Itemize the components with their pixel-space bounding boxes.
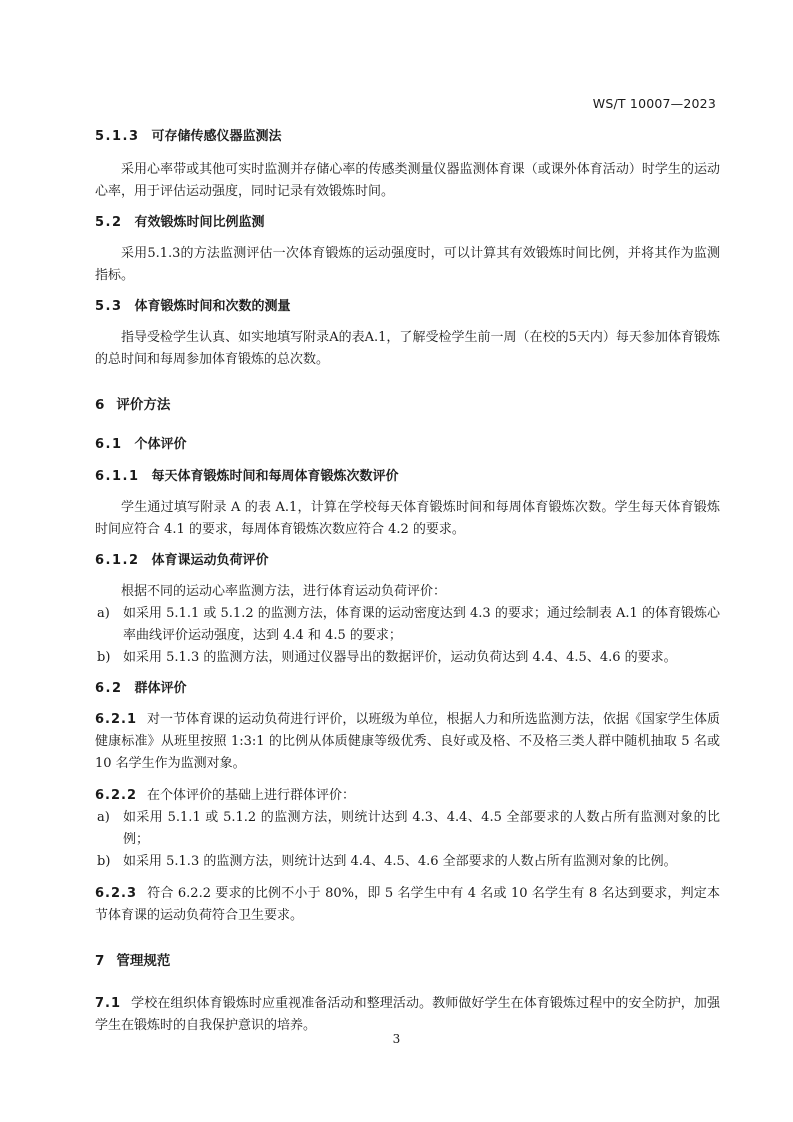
clause-text: 对一节体育课的运动负荷进行评价，以班级为单位，根据人力和所选监测方法，依据《国家学生体质健康标准》从班里按照 1:3:1 的比例从体质健康等级优秀、良好或及格、不及格三类人群中随机抽取 5 名或 10 名学生作为监测对象。 <box>95 712 720 771</box>
page-number: 3 <box>392 1032 401 1046</box>
clause-text: 在个体评价的基础上进行群体评价： <box>147 788 356 803</box>
clause-text: 学校在组织体育锻炼时应重视准备活动和整理活动。教师做好学生在体育锻炼过程中的安全防护，加强学生在锻炼时的自我保护意识的培养。 <box>95 996 720 1033</box>
list-6-2-2 <box>95 807 720 873</box>
paragraph-6-2-2 <box>95 785 720 807</box>
paragraph-6-1-2: 根据不同的运动心率监测方法，进行体育运动负荷评价： <box>121 584 447 599</box>
clause-title: 有效锻炼时间比例监测 <box>134 215 265 230</box>
heading-6-1-1 <box>95 467 720 487</box>
list-6-1-2 <box>95 603 720 669</box>
heading-5-1-3 <box>95 127 720 147</box>
section-number: 7 <box>95 953 105 969</box>
list-item <box>95 647 720 669</box>
clause-number: 6.1 <box>95 437 123 452</box>
clause-title: 体育课运动负荷评价 <box>151 553 269 568</box>
clause-number: 6.2.1 <box>95 712 138 727</box>
clause-title: 个体评价 <box>134 437 187 452</box>
clause-title: 群体评价 <box>134 681 187 696</box>
clause-number: 5.3 <box>95 299 123 314</box>
paragraph-6-2-3 <box>95 883 720 927</box>
clause-number: 6.2.3 <box>95 886 138 901</box>
clause-title: 可存储传感仪器监测法 <box>151 129 282 144</box>
paragraph-6-2-1 <box>95 709 720 775</box>
clause-number: 6.2.2 <box>95 788 138 803</box>
clause-title: 每天体育锻炼时间和每周体育锻炼次数评价 <box>151 469 399 484</box>
section-6-heading <box>95 395 720 415</box>
list-marker: a) <box>97 810 110 825</box>
heading-6-1-2 <box>95 551 720 571</box>
paragraph-5-3: 指导受检学生认真、如实地填写附录A的表A.1，了解受检学生前一周（在校的5天内）每天参加体育锻炼的总时间和每周参加体育锻炼的总次数。 <box>95 330 720 367</box>
heading-5-2 <box>95 213 720 233</box>
section-7-heading <box>95 951 720 971</box>
list-text: 如采用 5.1.1 或 5.1.2 的监测方法，体育课的运动密度达到 4.3 的要求；通过绘制表 A.1 的体育锻炼心率曲线评价运动强度，达到 4.4 和 4.5 的要求； <box>123 606 720 643</box>
clause-number: 6.2 <box>95 681 123 696</box>
clause-text: 符合 6.2.2 要求的比例不小于 80%，即 5 名学生中有 4 名或 10 名学生有 8 名达到要求，判定本节体育课的运动负荷符合卫生要求。 <box>95 886 720 923</box>
section-title: 管理规范 <box>116 953 171 969</box>
list-item <box>95 603 720 647</box>
paragraph-5-2: 采用5.1.3的方法监测评估一次体育锻炼的运动强度时，可以计算其有效锻炼时间比例，并将其作为监测指标。 <box>95 246 720 283</box>
heading-5-3 <box>95 297 720 317</box>
list-marker: b) <box>97 854 111 869</box>
section-title: 评价方法 <box>116 397 171 413</box>
list-item <box>95 851 720 873</box>
list-marker: b) <box>97 650 111 665</box>
list-text: 如采用 5.1.3 的监测方法，则统计达到 4.4、4.5、4.6 全部要求的人数占所有监测对象的比例。 <box>123 854 677 869</box>
clause-title: 体育锻炼时间和次数的测量 <box>134 299 291 314</box>
clause-number: 6.1.2 <box>95 553 140 568</box>
clause-number: 7.1 <box>95 996 122 1011</box>
list-text: 如采用 5.1.3 的监测方法，则通过仪器导出的数据评价，运动负荷达到 4.4、4.5、4.6 的要求。 <box>123 650 677 665</box>
heading-6-1 <box>95 435 720 455</box>
paragraph-6-1-1: 学生通过填写附录 A 的表 A.1，计算在学校每天体育锻炼时间和每周体育锻炼次数。学生每天体育锻炼时间应符合 4.1 的要求，每周体育锻炼次数应符合 4.2 的要求。 <box>95 500 720 537</box>
clause-number: 6.1.1 <box>95 469 140 484</box>
heading-6-2 <box>95 679 720 699</box>
document-code: WS/T 10007—2023 <box>592 96 716 111</box>
list-text: 如采用 5.1.1 或 5.1.2 的监测方法，则统计达到 4.3、4.4、4.5 全部要求的人数占所有监测对象的比例； <box>123 810 720 847</box>
list-item <box>95 807 720 851</box>
paragraph-7-1 <box>95 993 720 1037</box>
list-marker: a) <box>97 606 110 621</box>
page-body <box>95 127 720 1037</box>
clause-number: 5.2 <box>95 215 123 230</box>
section-number: 6 <box>95 397 105 413</box>
paragraph-5-1-3: 采用心率带或其他可实时监测并存储心率的传感类测量仪器监测体育课（或课外体育活动）时学生的运动心率，用于评估运动强度，同时记录有效锻炼时间。 <box>95 162 720 199</box>
clause-number: 5.1.3 <box>95 129 140 144</box>
